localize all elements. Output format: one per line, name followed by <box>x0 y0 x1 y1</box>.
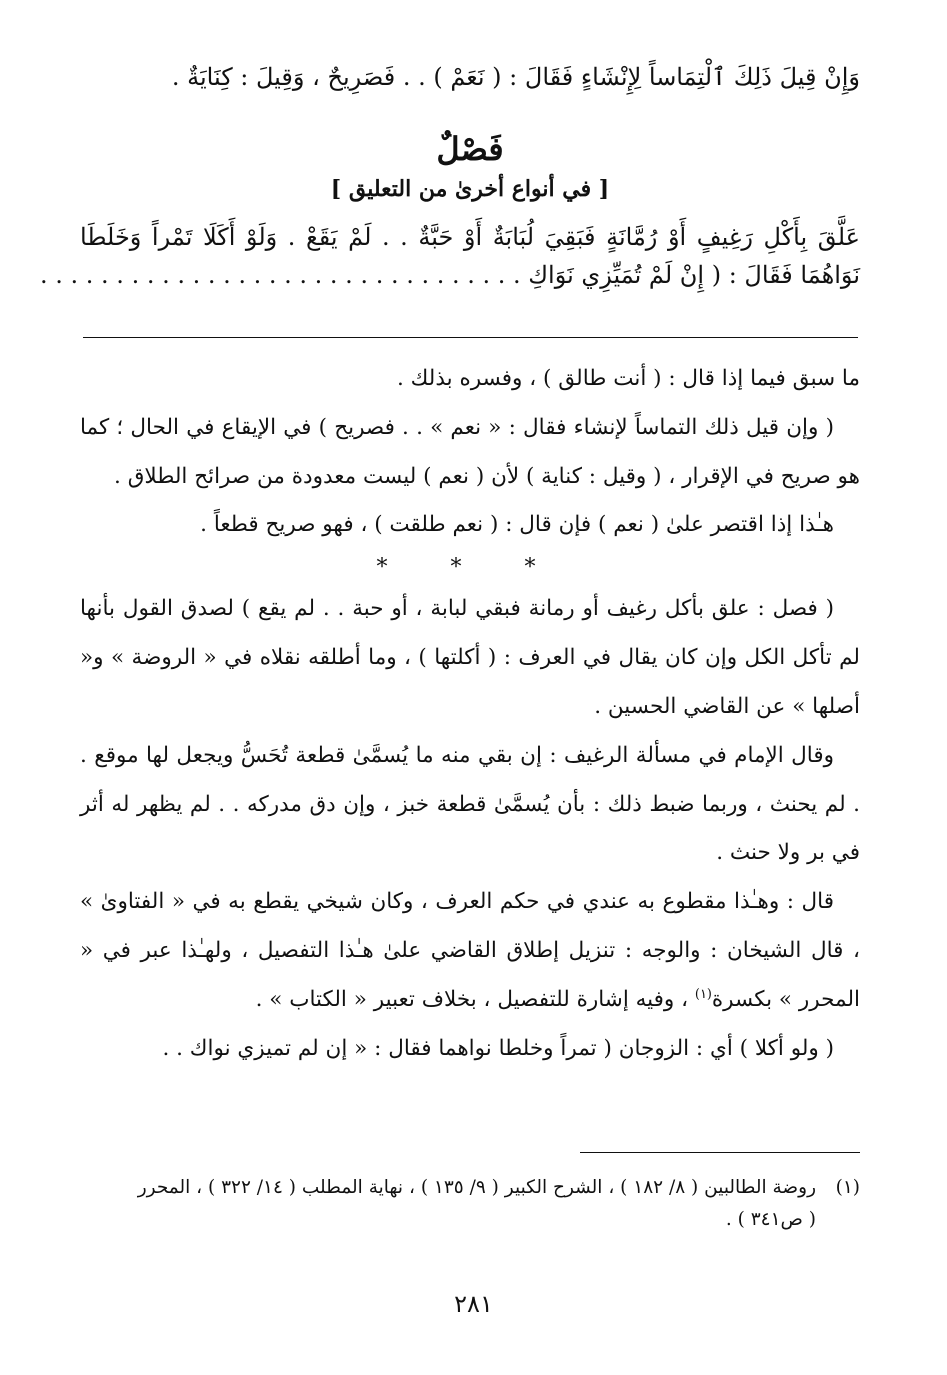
commentary-paragraph: ( ولو أكلا ) أي : الزوجان ( تمراً وخلطا نواهما فقال : « إن لم تميزي نواك . . <box>162 1035 834 1061</box>
matn-line: وَإِنْ قِيلَ ذَلِكَ ٱلْتِمَاساً لِإِنْشَاءٍ فَقَالَ : ( نَعَمْ ) . . فَصَرِيحٌ ، وَقِيلَ : كِنَايَةٌ . <box>171 63 860 91</box>
section-divider-stars: * * * <box>376 555 564 581</box>
commentary-paragraph: وقال الإمام في مسألة الرغيف : إن بقي منه ما يُسمَّىٰ قطعة تُحَسُّ ويجعل لها موقع . . لم يحنث ، وربما ضبط ذلك : بأن يُسمَّىٰ قطعة خبز ، وإن دق مدركه . . لم يظهر له أثر في بر ولا حنث . <box>80 742 860 866</box>
footnote-reference[interactable]: (١) <box>694 986 712 1002</box>
commentary-paragraph: ما سبق فيما إذا قال : ( أنت طالق ) ، وفسره بذلك . <box>397 366 860 391</box>
commentary-paragraph <box>80 878 860 1024</box>
footnote-text: ( ص٣٤١ ) . <box>725 1209 816 1231</box>
matn-line: عَلَّقَ بِأَكْلِ رَغِيفٍ أَوْ رُمَّانَةٍ فَبَقِيَ لُبَابَةٌ أَوْ حَبَّةٌ . . لَمْ يَقَعْ . وَلَوْ أَكَلَا تَمْراً وَخَلَطَا <box>80 223 860 251</box>
commentary-paragraph: ( فصل : علق بأكل رغيف أو رمانة فبقي لبابة ، أو حبة . . لم يقع ) لصدق القول بأنها لم تأكل الكل وإن كان يقال في العرف : ( أكلتها ) ، وما أطلقه نقلاه في « الروضة » و« أصلها » عن القاضي الحسين . <box>80 596 860 719</box>
footnotes <box>80 1172 860 1237</box>
footnote-separator <box>580 1152 860 1153</box>
section-subtitle: [ في أنواع أخرىٰ من التعليق ] <box>330 176 610 202</box>
footnote <box>80 1172 860 1204</box>
commentary-paragraph: ( وإن قيل ذلك التماساً لإنشاء فقال : « نعم » . . فصريح ) في الإيقاع في الحال ؛ كما هو صريح في الإقرار ، ( وقيل : كناية ) لأن ( نعم ) ليست معدودة من صرائح الطلاق . <box>80 414 860 489</box>
commentary-paragraph: هـٰذا إذا اقتصر علىٰ ( نعم ) فإن قال : ( نعم طلقت ) ، فهو صريح قطعاً . <box>200 512 834 538</box>
commentary-text-run: قال : وهـٰذا مقطوع به عندي في حكم العرف ، وكان شيخي يقطع به في « الفتاوىٰ » ، قال الشيخان : والوجه : تنزيل إطلاق القاضي علىٰ هـٰذا التفصيل ، ولهـٰذا عبر في « المحرر » بكسرة <box>80 889 860 1012</box>
matn-text-section <box>40 218 860 295</box>
matn-line: نَوَاهُمَا فَقَالَ : ( إِنْ لَمْ تُمَيِّزِي نَوَاكِ . . . . . . . . . . . . . . . . . . . . . . . . . . . . . . . . <box>40 261 860 290</box>
footnote-continuation <box>80 1204 860 1236</box>
footnote-text: روضة الطالبين ( ٨/ ١٨٢ ) ، الشرح الكبير ( ٩/ ١٣٥ ) ، نهاية المطلب ( ١٤/ ٣٢٢ ) ، المحرر <box>137 1177 816 1198</box>
matn-text-top <box>80 58 860 96</box>
footnote-number: (١) <box>835 1177 860 1198</box>
commentary-text <box>80 355 860 1073</box>
matn-sharh-separator <box>83 337 858 338</box>
section-heading: فَصْلٌ <box>436 130 504 168</box>
page-number: ٢٨١ <box>454 1290 493 1318</box>
commentary-text-run: ، وفيه إشارة للتفصيل ، بخلاف تعبير « الكتاب » . <box>255 986 695 1012</box>
